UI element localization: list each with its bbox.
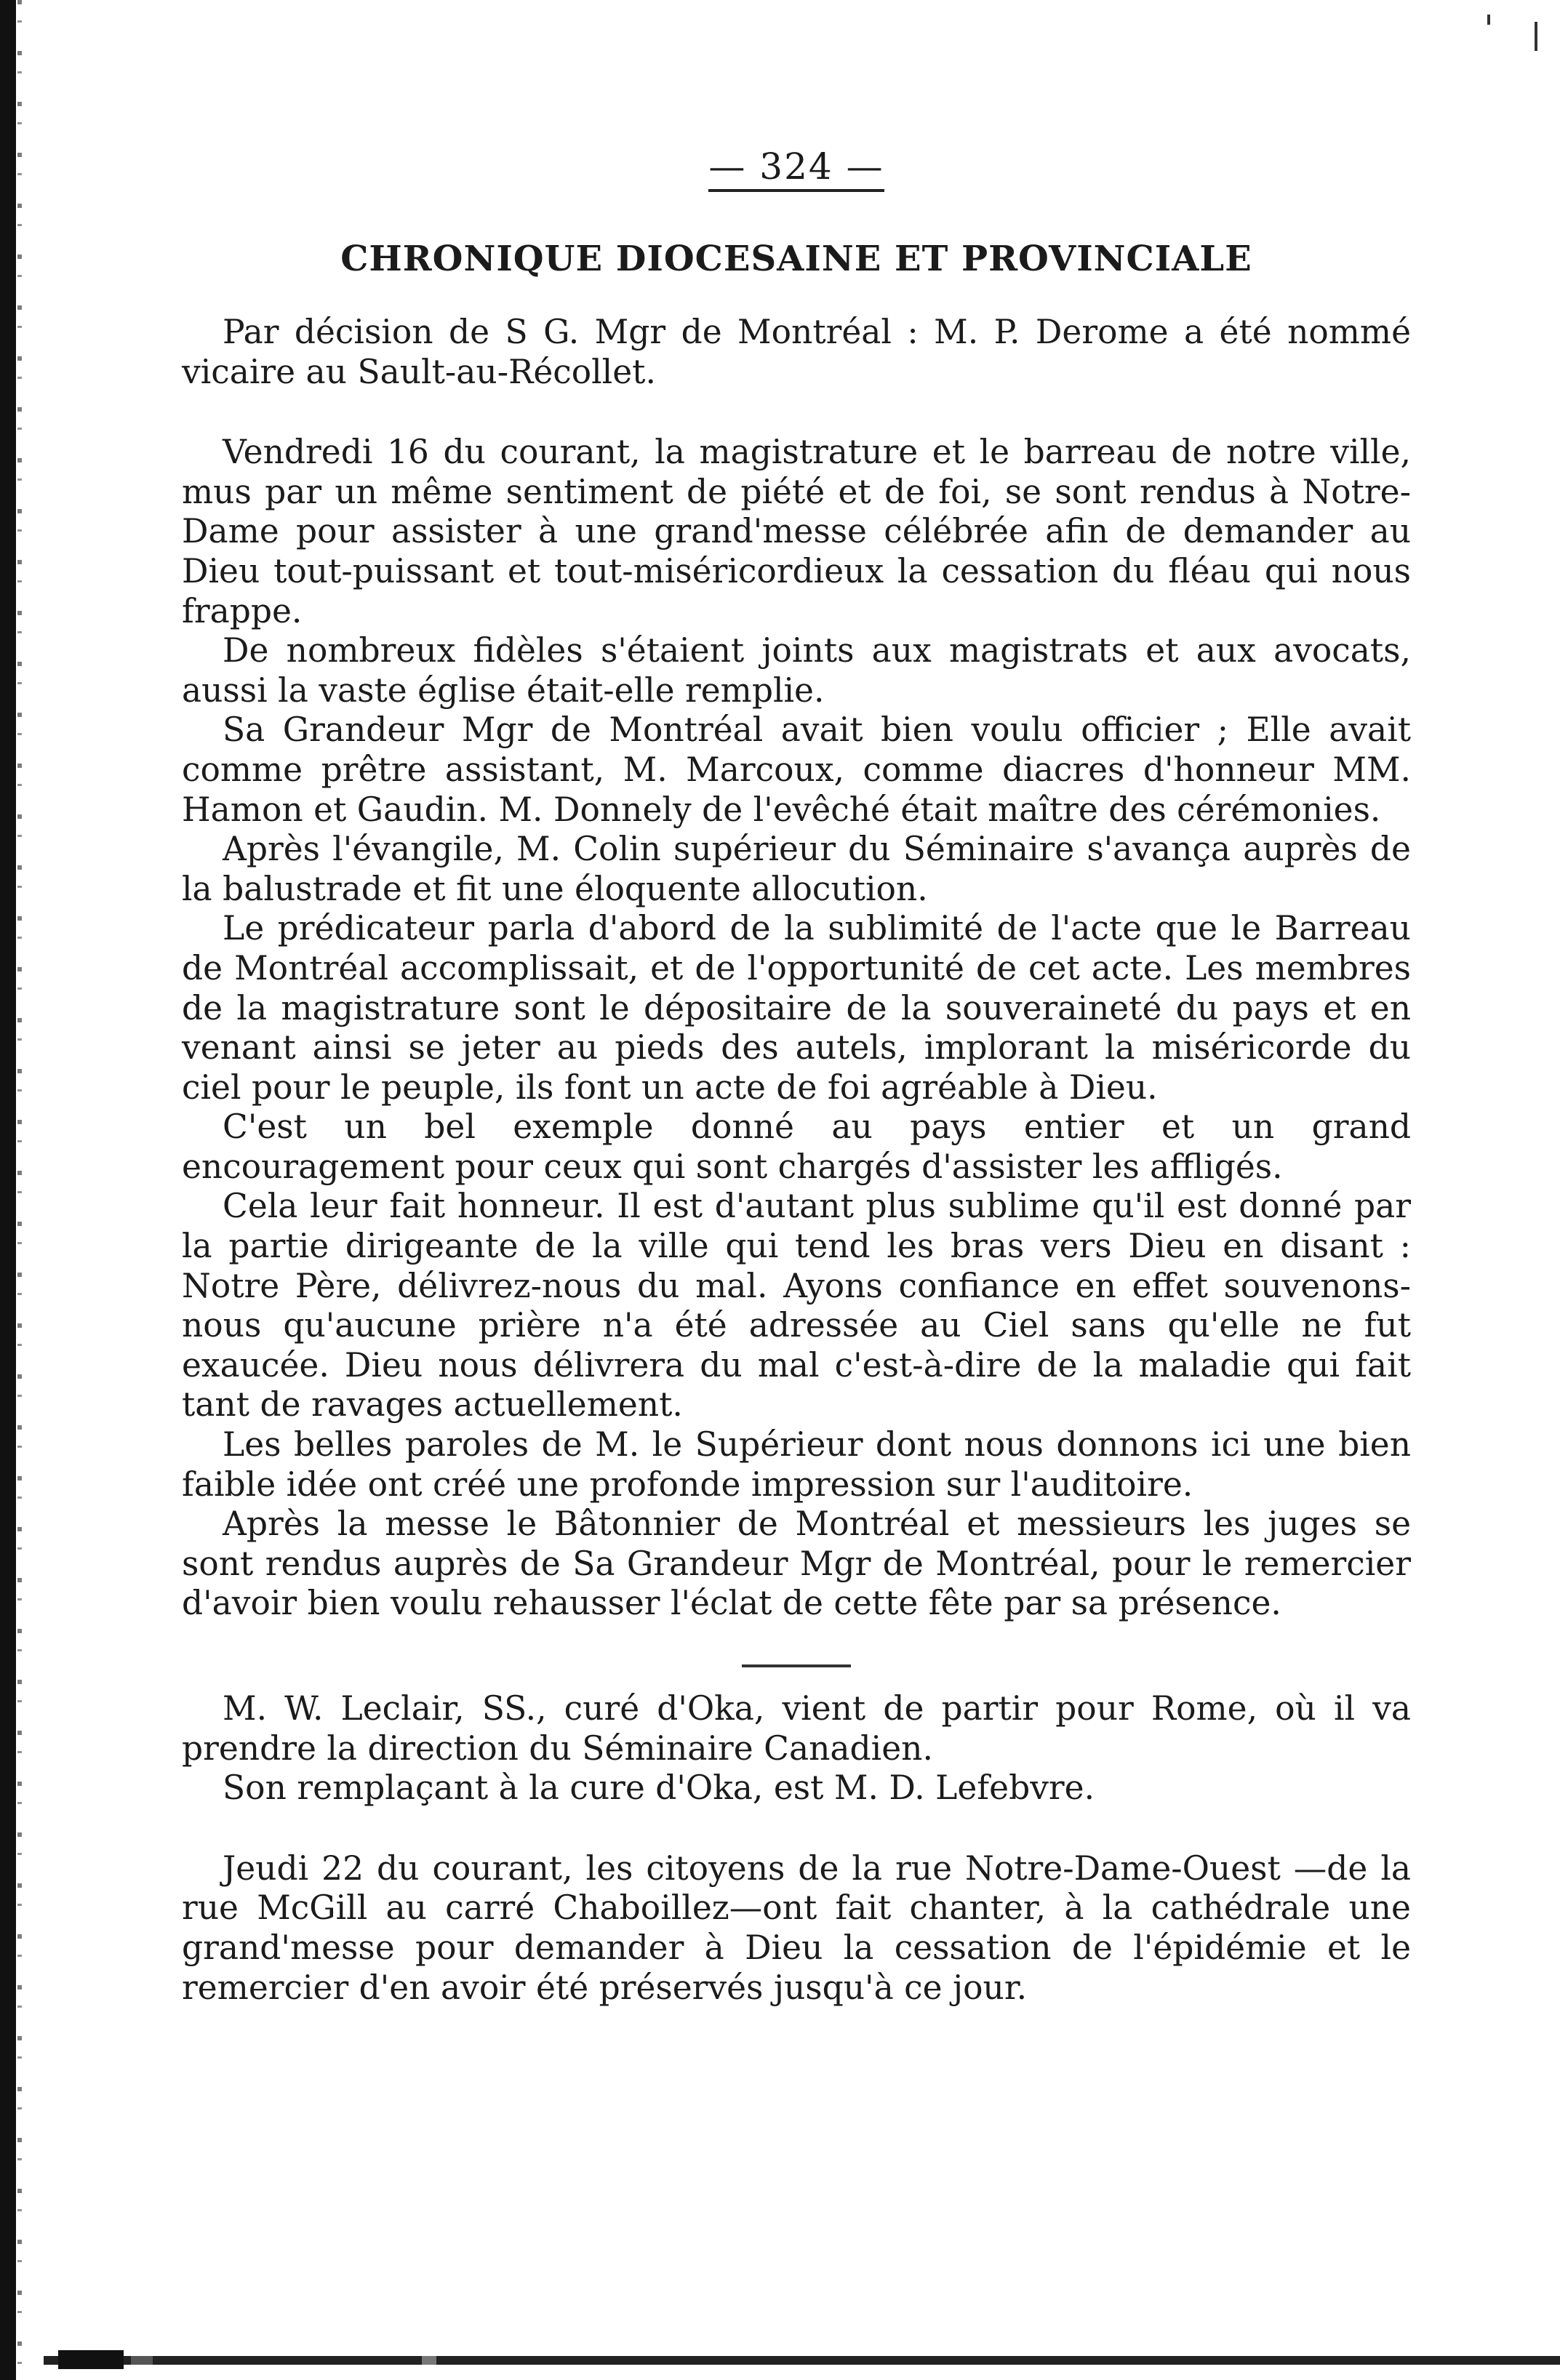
paragraph: M. W. Leclair, SS., curé d'Oka, vient de partir pour Rome, où il va prendre la direction du Séminaire Canadien. <box>182 1689 1411 1768</box>
page-content <box>182 145 1411 2048</box>
paragraph: Les belles paroles de M. le Supérieur dont nous donnons ici une bien faible idée ont créé une profonde impression sur l'auditoire. <box>182 1425 1411 1504</box>
paragraph: Sa Grandeur Mgr de Montréal avait bien voulu officier ; Elle avait comme prêtre assistant, M. Marcoux, comme diacres d'honneur MM. Hamon et Gaudin. M. Donnely de l'evêché était maître des cérémonies. <box>182 710 1411 829</box>
paragraph: Son remplaçant à la cure d'Oka, est M. D. Lefebvre. <box>223 1768 1095 1808</box>
announcement-mass-notre-dame <box>182 433 1411 1624</box>
paragraph: De nombreux fidèles s'étaient joints aux magistrats et aux avocats, aussi la vaste église était-elle remplie. <box>182 631 1411 710</box>
page-number <box>182 145 1411 188</box>
paragraph: Après la messe le Bâtonnier de Montréal et messieurs les juges se sont rendus auprès de Sa Grandeur Mgr de Montréal, pour le remercier d'avoir bien voulu rehausser l'éclat de cette fête par sa présence. <box>182 1504 1411 1623</box>
section-divider <box>742 1664 851 1667</box>
paragraph: Par décision de S G. Mgr de Montréal : M. P. Derome a été nommé vicaire au Sault-au-Récollet. <box>182 313 1411 391</box>
paragraph: Jeudi 22 du courant, les citoyens de la rue Notre-Dame-Ouest —de la rue McGill au carré Chaboillez—ont fait chanter, à la cathédrale une grand'messe pour demander à Dieu la cessation de l'épidémie et le remercier d'en avoir été préservés jusqu'à ce jour. <box>182 1848 1411 2007</box>
page-bottom-mark <box>58 2350 124 2369</box>
paragraph: C'est un bel exemple donné au pays entier et un grand encouragement pour ceux qui sont chargés d'assister les affligés. <box>182 1107 1411 1186</box>
paragraph: Après l'évangile, M. Colin supérieur du Séminaire s'avança auprès de la balustrade et fit une éloquente allocution. <box>182 830 1411 908</box>
scan-speck <box>1535 22 1537 51</box>
announcement-derome <box>182 313 1411 392</box>
announcement-leclair <box>182 1689 1411 1808</box>
announcement-notre-dame-ouest <box>182 1849 1411 2008</box>
paragraph: Cela leur fait honneur. Il est d'autant plus sublime qu'il est donné par la partie dirigeante de la ville qui tend les bras vers Dieu en disant : Notre Père, délivrez-nous du mal. Ayons confiance en effet souvenons-nous qu'aucune prière n'a été adressée au Ciel sans qu'elle ne fut exaucée. Dieu nous délivrera du mal c'est-à-dire de la maladie qui fait tant de ravages actuellement. <box>182 1187 1411 1425</box>
section-title: CHRONIQUE DIOCESAINE ET PROVINCIALE <box>340 239 1252 279</box>
binding-speckle <box>17 0 22 2380</box>
scan-speck <box>1487 15 1490 25</box>
page-number-text: — 324 — <box>708 145 884 192</box>
binding-shadow <box>0 0 16 2380</box>
page-bottom-edge <box>44 2356 1560 2365</box>
paragraph: Le prédicateur parla d'abord de la sublimité de l'acte que le Barreau de Montréal accomplissait, et de l'opportunité de cet acte. Les membres de la magistrature sont le dépositaire de la souveraineté du pays et en venant ainsi se jeter au pieds des autels, implorant la miséricorde du ciel pour le peuple, ils font un acte de foi agréable à Dieu. <box>182 909 1411 1107</box>
paragraph: Vendredi 16 du courant, la magistrature et le barreau de notre ville, mus par un même sentiment de piété et de foi, se sont rendus à Notre-Dame pour assister à une grand'messe célébrée afin de demander au Dieu tout-puissant et tout-miséricordieux la cessation du fléau qui nous frappe. <box>182 433 1411 630</box>
